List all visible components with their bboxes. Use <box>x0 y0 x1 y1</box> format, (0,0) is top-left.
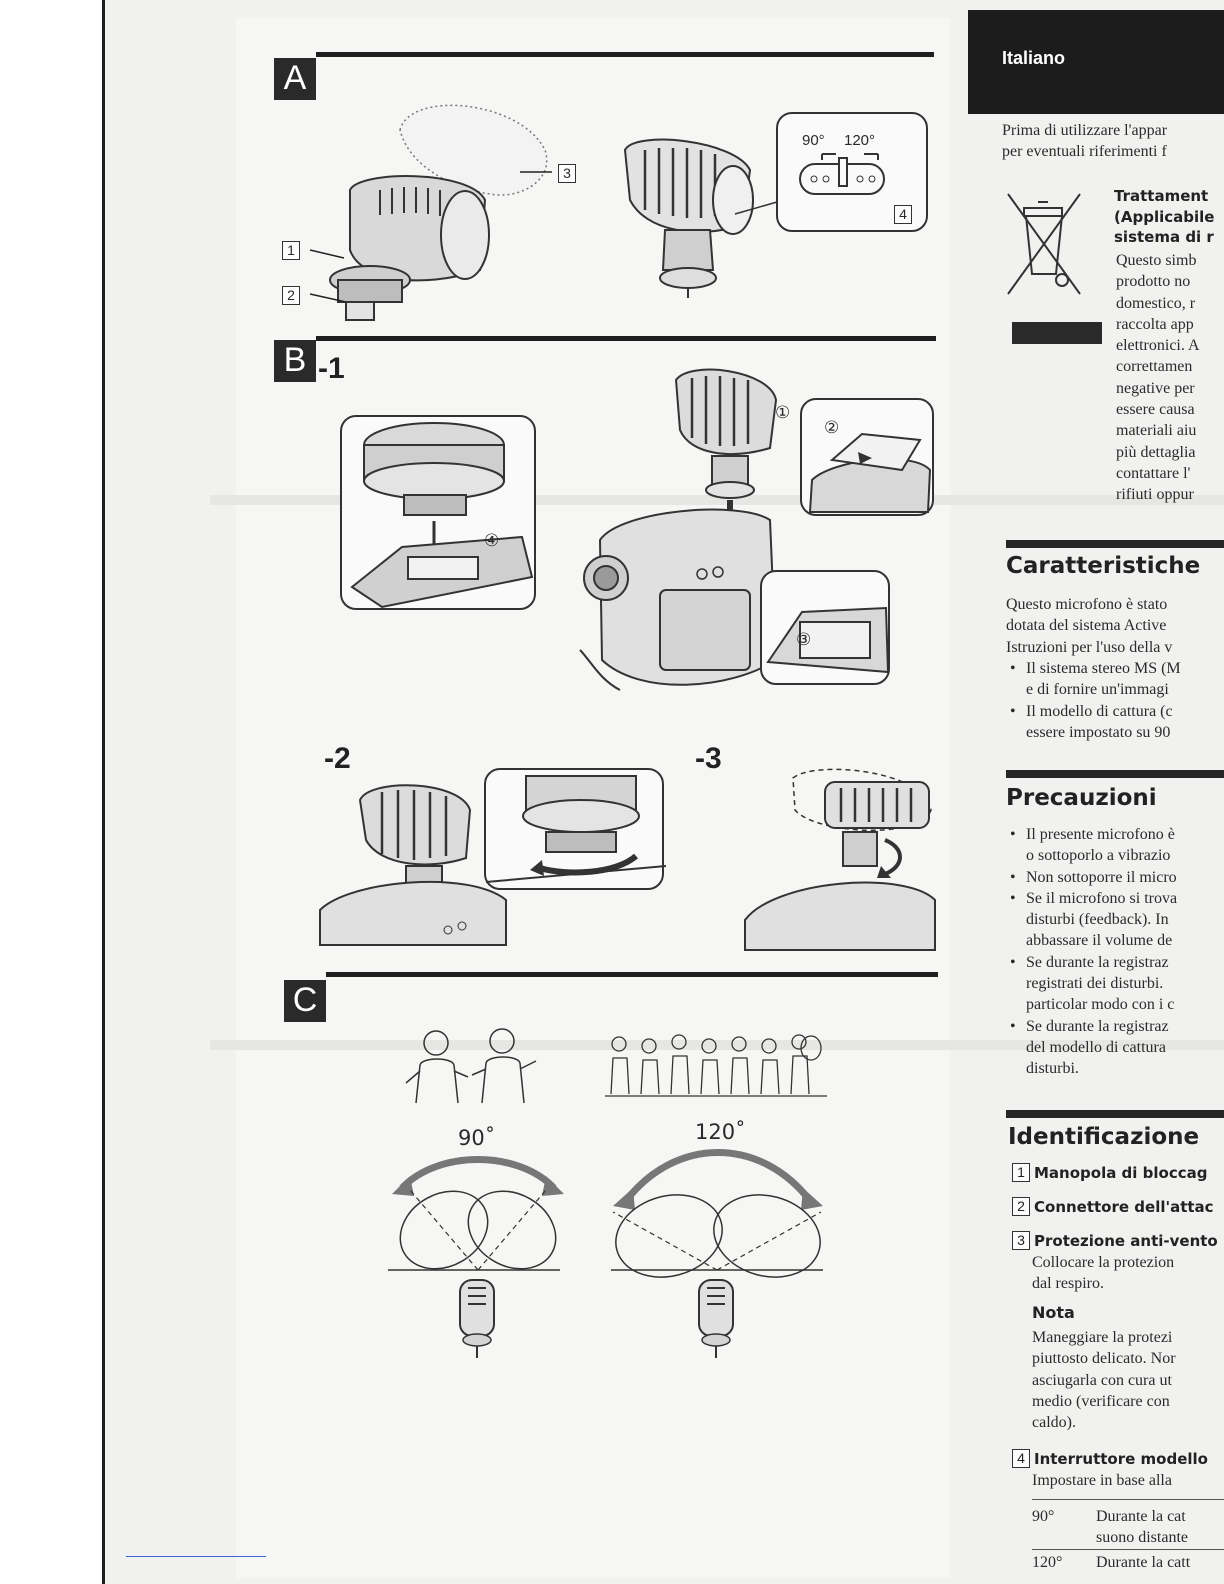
callout-4: 4 <box>894 204 912 224</box>
bullet-item: • Il presente microfono è o sottoporlo a vibrazio <box>1008 824 1177 867</box>
table-rule <box>1032 1549 1224 1550</box>
table-rule <box>1032 1499 1224 1500</box>
table-text: Durante la cat suono distante <box>1096 1508 1188 1547</box>
section-b-rule <box>316 336 936 341</box>
precauzioni-rule <box>1006 770 1224 778</box>
italian-text-column <box>968 0 1224 1584</box>
callout-pointer <box>735 200 780 220</box>
weee-bin-icon <box>1004 190 1086 300</box>
language-tab-label: Italiano <box>1002 48 1066 68</box>
section-c-label: C <box>284 980 326 1022</box>
mic-mounted-illustration <box>320 770 510 945</box>
table-text: Durante la catt <box>1096 1554 1191 1571</box>
page-margin <box>0 0 104 1584</box>
disposal-body: Questo simb prodotto no domestico, r raccolta app elettronici. A correttamen negative per essere causa materiali aiu più dettaglia contattare l' rifiuti oppur <box>1116 252 1200 504</box>
camcorder-with-mic-illustration <box>580 360 780 705</box>
part-number-box: 3 <box>1012 1231 1030 1250</box>
language-tab-notch <box>968 70 1000 114</box>
bullet-item: • Se durante la registraz registrati dei disturbi. particolar modo con i c <box>1008 952 1177 1016</box>
caratteristiche-body: Questo microfono è stato dotata del sistema Active Istruzioni per l'uso della v <box>1006 596 1173 656</box>
lock-knob-detail-callout <box>484 768 664 890</box>
part-label: Manopola di bloccag <box>1034 1163 1208 1182</box>
callout-1: 1 <box>282 240 300 260</box>
two-speakers-icon <box>402 1025 542 1105</box>
step-b3-label: -3 <box>695 742 722 775</box>
part-label: Protezione anti-vento <box>1034 1231 1218 1250</box>
precauzioni-bullets <box>1008 824 1177 1080</box>
table-angle: 120° <box>1032 1554 1063 1571</box>
part-3-description: Collocare la protezion dal respiro. <box>1032 1254 1175 1293</box>
pickup-pattern-90-diagram <box>388 1150 568 1365</box>
microphone-with-windscreen-illustration <box>270 90 570 330</box>
mic-rotated-illustration <box>745 770 940 950</box>
shoe-slide-detail-callout <box>800 398 934 516</box>
bullet-item: • Non sottoporre il micro <box>1008 867 1177 888</box>
step-marker-4: ④ <box>484 531 500 551</box>
section-a-label: A <box>274 58 316 100</box>
bullet-item: • Il modello di cattura (c essere impostato su 90 <box>1008 701 1181 744</box>
bullet-item: • Se il microfono si trova disturbi (feedback). In abbassare il volume de <box>1008 888 1177 952</box>
table-angle: 90° <box>1032 1508 1055 1525</box>
orchestra-icon <box>605 1030 827 1100</box>
pattern-120-label: 120˚ <box>695 1120 746 1144</box>
part-item-2 <box>1012 1197 1214 1216</box>
part-number-box: 2 <box>1012 1197 1030 1216</box>
note-title: Nota <box>1032 1303 1075 1322</box>
part-label: Interruttore modello <box>1034 1449 1208 1468</box>
caratteristiche-rule <box>1006 540 1224 548</box>
callout-3: 3 <box>558 163 576 183</box>
weee-black-bar <box>1012 322 1102 344</box>
bullet-item: • Se durante la registraz del modello di cattura disturbi. <box>1008 1016 1177 1080</box>
note-body: Maneggiare la protezi piuttosto delicato. Nor asciugarla con cura ut medio (verificare con caldo). <box>1032 1329 1176 1432</box>
part-number-box: 1 <box>1012 1163 1030 1182</box>
pattern-90-label: 90˚ <box>458 1126 496 1150</box>
part-item-1 <box>1012 1163 1208 1182</box>
step-b2-label: -2 <box>324 742 351 775</box>
switch-90-label: 90° <box>802 132 825 149</box>
precauzioni-heading: Precauzioni <box>1006 785 1157 811</box>
step-b1-label: -1 <box>318 352 345 385</box>
intro-paragraph: Prima di utilizzare l'appar per eventuali riferimenti f <box>1002 122 1168 161</box>
identificazione-rule <box>1006 1110 1224 1118</box>
step-marker-2: ② <box>824 418 840 438</box>
disposal-heading: Trattament (Applicabile sistema di r <box>1114 187 1215 246</box>
section-a-rule <box>316 52 934 57</box>
part-item-4 <box>1012 1449 1208 1468</box>
section-c-rule <box>326 972 938 977</box>
part-item-3 <box>1012 1231 1218 1250</box>
identificazione-heading: Identificazione <box>1008 1124 1200 1150</box>
pickup-pattern-120-diagram <box>605 1142 830 1367</box>
shoe-attach-detail-callout <box>340 415 536 610</box>
bottom-link-underline <box>126 1556 266 1557</box>
part-4-description: Impostare in base alla <box>1032 1472 1172 1489</box>
step-marker-1: ① <box>775 403 791 423</box>
shoe-lock-detail-callout <box>760 570 890 685</box>
step-marker-3: ③ <box>796 630 812 650</box>
switch-120-label: 120° <box>844 132 876 149</box>
callout-2: 2 <box>282 285 300 305</box>
part-number-box: 4 <box>1012 1449 1030 1468</box>
switch-detail-callout <box>776 112 928 232</box>
caratteristiche-heading: Caratteristiche <box>1006 553 1201 579</box>
bullet-item: • Il sistema stereo MS (M e di fornire un'immagi <box>1008 658 1181 701</box>
part-label: Connettore dell'attac <box>1034 1197 1214 1216</box>
language-tab <box>968 10 1224 114</box>
caratteristiche-bullets <box>1008 658 1181 743</box>
section-b-label: B <box>274 340 316 382</box>
